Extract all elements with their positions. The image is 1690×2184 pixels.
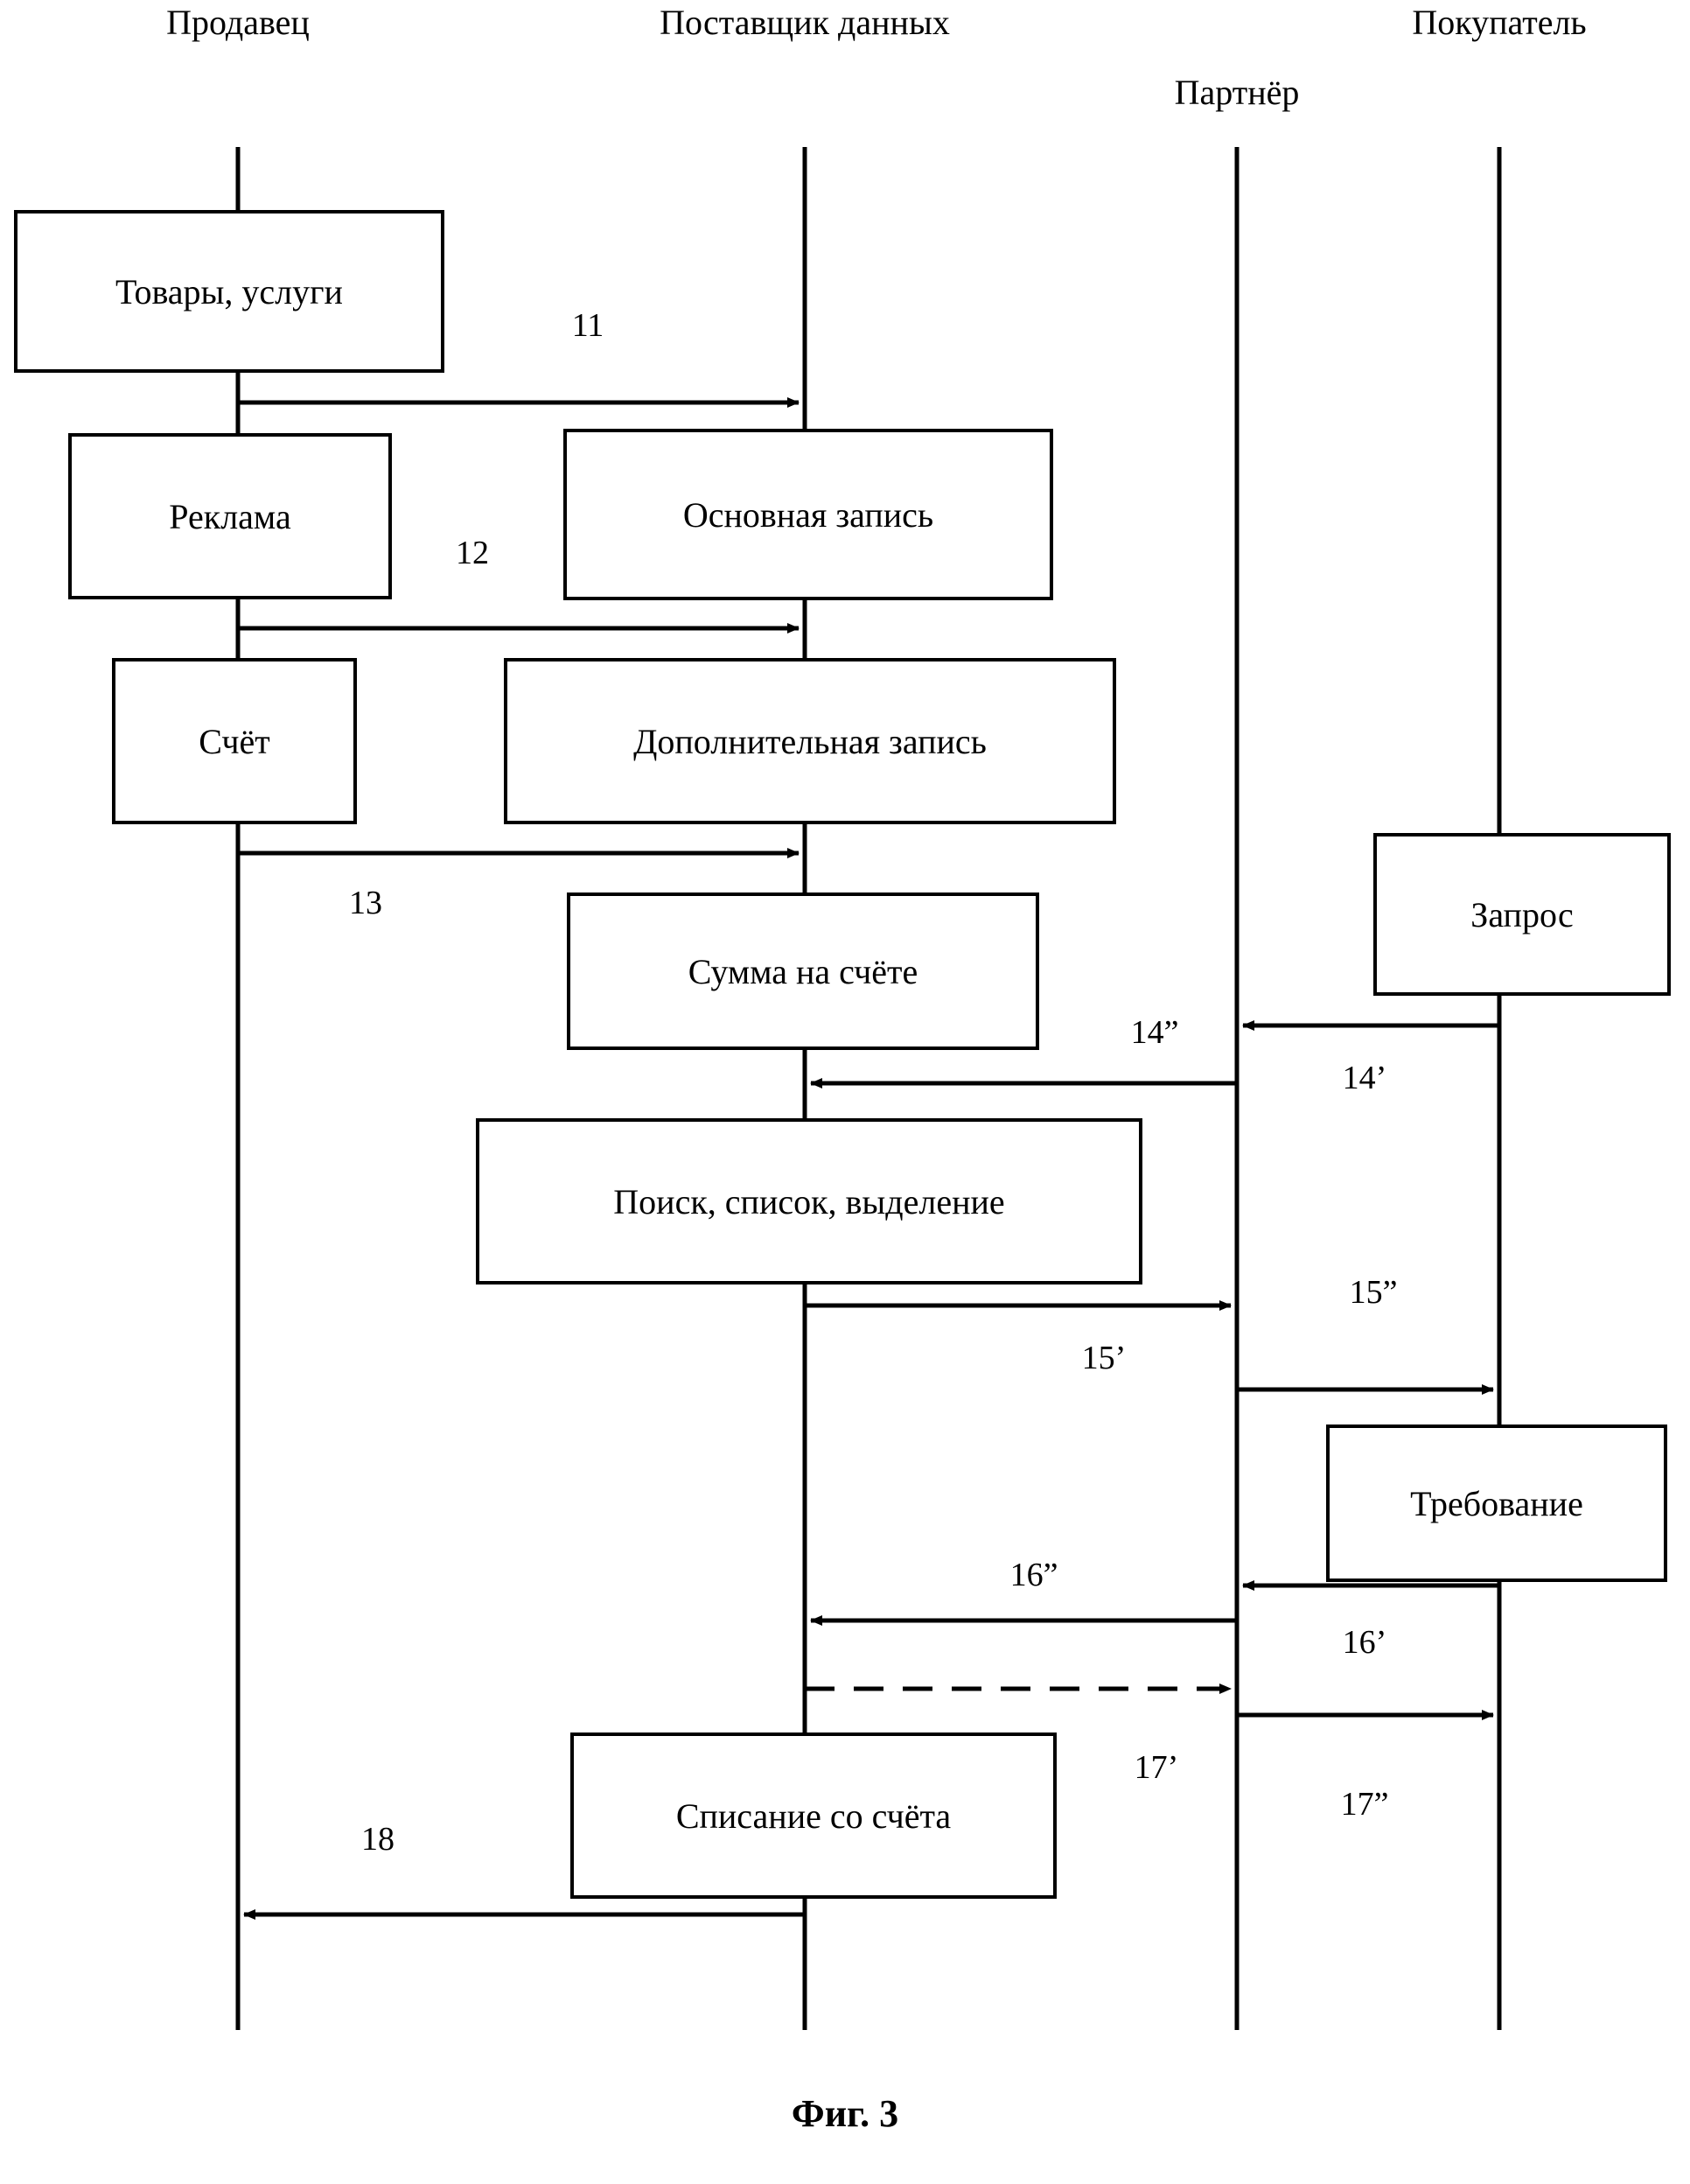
lane-label-partner: Партнёр — [1174, 73, 1300, 112]
lane-label-provider: Поставщик данных — [660, 3, 950, 42]
edge-label-18: 18 — [361, 1821, 395, 1858]
node-balance: Сумма на счёте — [567, 892, 1039, 1050]
node-ad: Реклама — [68, 433, 392, 599]
edge-label-12: 12 — [456, 535, 489, 571]
edge-label-15-prime: 15’ — [1081, 1340, 1127, 1376]
edge-label-17-double: 17” — [1340, 1786, 1389, 1823]
edge-label-16-prime: 16’ — [1342, 1624, 1387, 1661]
figure-caption: Фиг. 3 — [791, 2092, 899, 2135]
edge-label-13: 13 — [349, 885, 382, 921]
node-claim: Требование — [1326, 1424, 1667, 1582]
lane-label-buyer: Покупатель — [1412, 3, 1587, 42]
node-goods: Товары, услуги — [14, 210, 444, 373]
edge-label-17-prime: 17’ — [1134, 1749, 1179, 1786]
edge-label-16-double: 16” — [1009, 1557, 1058, 1593]
edge-label-11: 11 — [571, 307, 604, 344]
node-debit: Списание со счёта — [570, 1732, 1057, 1899]
edge-label-14-double: 14” — [1130, 1014, 1179, 1051]
node-main-record: Основная запись — [563, 429, 1053, 600]
node-request: Запрос — [1373, 833, 1671, 996]
node-search: Поиск, список, выделение — [476, 1118, 1142, 1284]
node-account: Счёт — [112, 658, 357, 824]
edge-label-14-prime: 14’ — [1342, 1060, 1387, 1096]
edge-label-15-double: 15” — [1349, 1274, 1398, 1311]
lane-label-seller: Продавец — [166, 3, 310, 42]
node-extra-record: Дополнительная запись — [504, 658, 1116, 824]
